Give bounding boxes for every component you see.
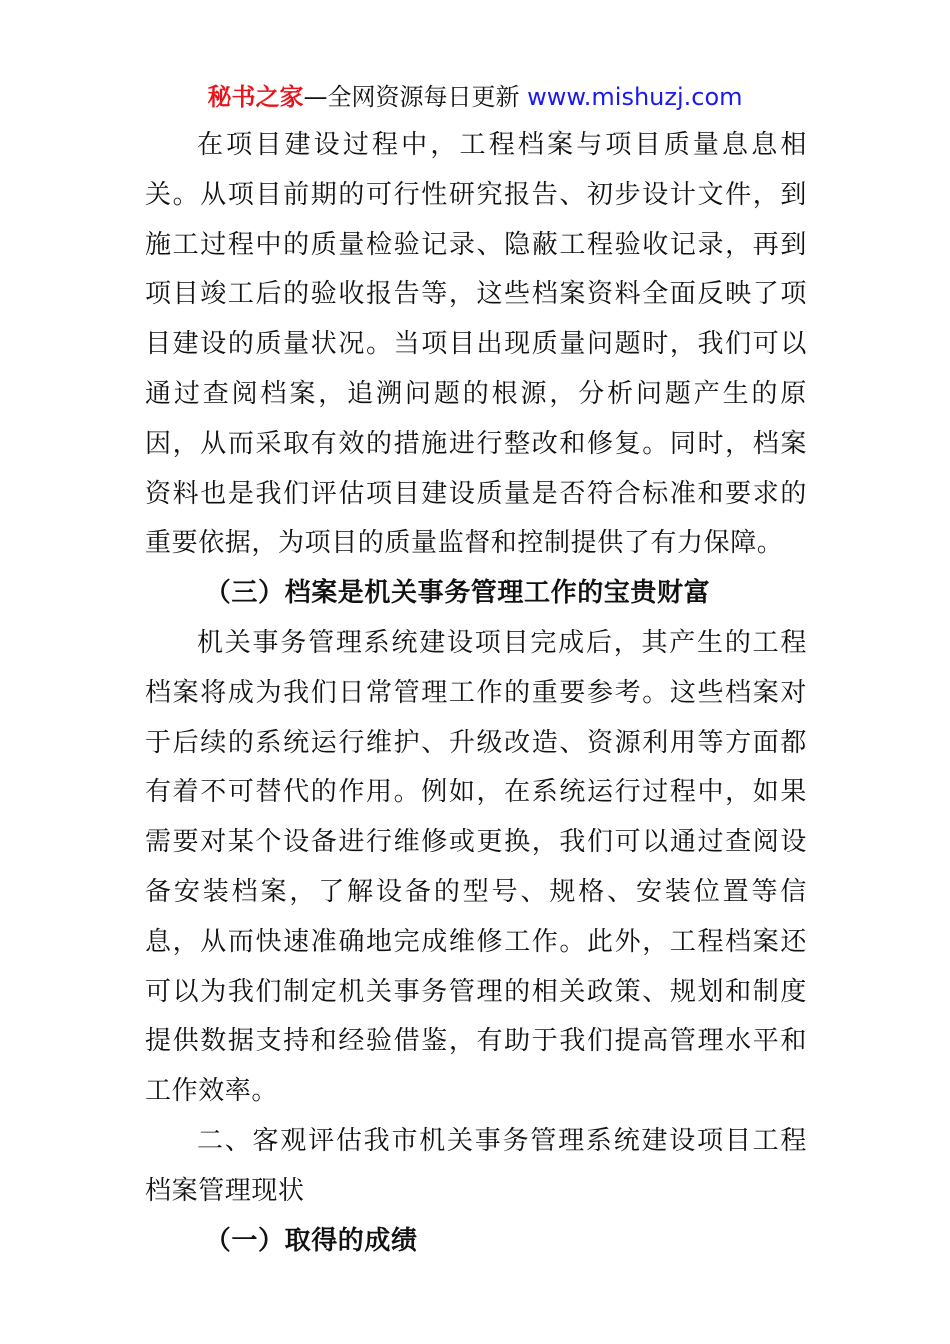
site-tagline: —全网资源每日更新 <box>303 83 520 111</box>
brand-name: 秘书之家 <box>207 83 304 111</box>
paragraph-quality: 在项目建设过程中，工程档案与项目质量息息相关。从项目前期的可行性研究报告、初步设计文件，到施工过程中的质量检验记录、隐蔽工程验收记录，再到项目竣工后的验收报告等，这些档案资料全面反映了项目建设的质量状况。当项目出现质量问题时，我们可以通过查阅档案，追溯问题的根源，分析问题产生的原因，从而采取有效的措施进行整改和修复。同时，档案资料也是我们评估项目建设质量是否符合标准和要求的重要依据，为项目的质量监督和控制提供了有力保障。 <box>145 130 807 559</box>
site-url-link[interactable]: www.mishuzj.com <box>527 83 743 111</box>
heading-archives-treasure: （三）档案是机关事务管理工作的宝贵财富 <box>204 578 711 609</box>
document-body <box>145 121 807 1266</box>
paragraph-archives-reference: 机关事务管理系统建设项目完成后，其产生的工程档案将成为我们日常管理工作的重要参考。这些档案对于后续的系统运行维护、升级改造、资源利用等方面都有着不可替代的作用。例如，在系统运行过程中，如果需要对某个设备进行维修或更换，我们可以通过查阅设备安装档案，了解设备的型号、规格、安装位置等信息，从而快速准确地完成维修工作。此外，工程档案还可以为我们制定机关事务管理的相关政策、规划和制度提供数据支持和经验借鉴，有助于我们提高管理水平和工作效率。 <box>145 627 807 1107</box>
heading-achievements: （一）取得的成绩 <box>204 1225 418 1256</box>
site-header <box>0 80 950 114</box>
section-heading-current-status: 二、客观评估我市机关事务管理系统建设项目工程档案管理现状 <box>145 1125 807 1206</box>
